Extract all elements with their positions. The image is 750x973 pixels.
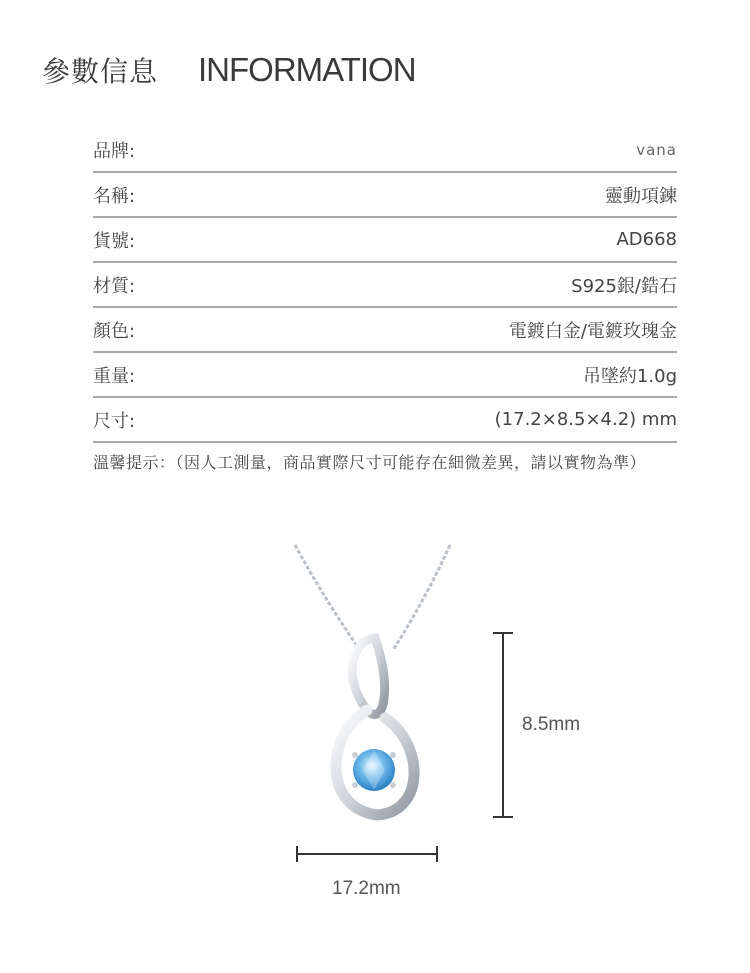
spec-value: AD668 — [616, 229, 677, 250]
spec-table — [93, 128, 677, 443]
header-title-zh: 參數信息 — [42, 55, 159, 88]
spec-row-size — [93, 398, 677, 443]
spec-value: 靈動項鍊 — [605, 185, 677, 207]
spec-row-weight — [93, 353, 677, 398]
spec-row-brand — [93, 128, 677, 173]
spec-value: 電鍍白金/電鍍玫瑰金 — [508, 320, 677, 342]
necklace-pendant-image — [285, 540, 465, 840]
spec-label: 尺寸: — [93, 410, 136, 432]
spec-label: 名稱: — [93, 185, 136, 207]
spec-value: vana — [636, 140, 677, 159]
spec-row-material — [93, 263, 677, 308]
width-dimension-label: 17.2mm — [332, 878, 401, 899]
header-title-en: INFORMATION — [198, 51, 416, 88]
spec-label: 品牌: — [93, 140, 136, 162]
width-dimension-line — [296, 846, 438, 862]
section-header — [42, 50, 416, 90]
spec-row-name — [93, 173, 677, 218]
measurement-note: 溫馨提示：（因人工測量，商品實際尺寸可能存在細微差異，請以實物為準） — [93, 453, 647, 472]
spec-label: 顏色: — [93, 320, 136, 342]
spec-value: S925銀/鋯石 — [571, 275, 677, 297]
spec-label: 材質: — [93, 275, 136, 297]
spec-value: (17.2×8.5×4.2) mm — [494, 409, 677, 430]
spec-row-color — [93, 308, 677, 353]
height-dimension-line — [493, 632, 513, 818]
spec-label: 重量: — [93, 365, 136, 387]
spec-value: 吊墜約1.0g — [582, 365, 677, 387]
spec-row-sku — [93, 218, 677, 263]
spec-label: 貨號: — [93, 230, 136, 252]
height-dimension-label: 8.5mm — [522, 714, 581, 735]
